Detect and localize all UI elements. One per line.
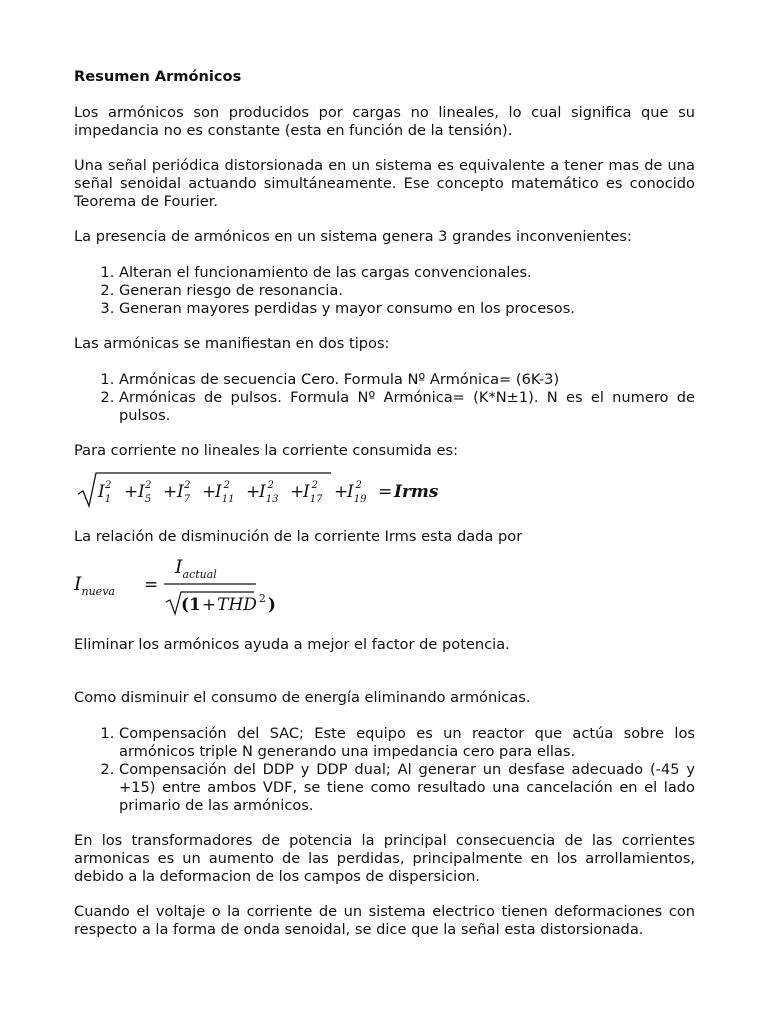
term-5: $I_52$ — [138, 480, 152, 505]
paragraph-inconvenients-intro: La presencia de armónicos en un sistema genera 3 grandes inconvenientes: — [74, 228, 632, 245]
list-item: 1. Alteran el funcionamiento de las cargas convencionales. — [119, 264, 695, 282]
plus-sign: + — [334, 482, 349, 502]
term-13: $I_{13}2$ — [259, 480, 279, 505]
term-7: $I_72$ — [177, 480, 191, 505]
list-item: 1. Armónicas de secuencia Cero. Formula Nº Armónica= (6K-3) — [119, 371, 695, 389]
list-inconvenients — [74, 264, 695, 318]
list-item: 1. Compensación del SAC; Este equipo es un reactor que actúa sobre los armónicos triple N generando una impedancia cero para ellas. — [119, 725, 695, 761]
term-index: 1 — [104, 494, 112, 505]
paragraph-nonlinear-current: Para corriente no lineales la corriente consumida es: — [74, 442, 458, 459]
term-19: $I_{19}2$ — [347, 480, 367, 505]
lhs: $I_{nueva}$ — [74, 573, 115, 598]
paragraph-types-intro: Las armónicas se manifiestan en dos tipos: — [74, 335, 390, 352]
list-compensation-methods — [74, 725, 695, 815]
list-item: 2. Armónicas de pulsos. Formula Nº Armónica= (K*N±1). N es el numero de pulsos. — [119, 389, 695, 425]
term-index: 5 — [144, 494, 152, 505]
list-harmonic-types — [74, 371, 695, 425]
term-index: 11 — [221, 494, 235, 505]
formula-irms-svg — [74, 470, 439, 510]
equals-sign: = — [144, 575, 159, 595]
term-index: 7 — [183, 494, 191, 505]
document-page — [74, 68, 695, 956]
numerator: $I_{actual}$ — [175, 556, 217, 581]
irms-result: Irms — [394, 482, 439, 502]
term-index: 19 — [353, 494, 367, 505]
paragraph-fourier: Una señal periódica distorsionada en un sistema es equivalente a tener mas de una señal senoidal actuando simultáneamente. Ese concepto matemático es conocido Teorema de Fourier. — [74, 157, 695, 210]
plus-sign: + — [163, 482, 178, 502]
paragraph-definition: Los armónicos son producidos por cargas no lineales, lo cual significa que su impedancia no es constante (esta en función de la tensión). — [74, 104, 695, 139]
term-index: 17 — [309, 494, 323, 505]
paragraph-transformers: En los transformadores de potencia la principal consecuencia de las corrientes armonicas es un aumento de las perdidas, principalmente en los arrollamientos, debido a la deformacion de los campos de dispersicion. — [74, 832, 695, 885]
plus-sign: + — [246, 482, 261, 502]
paragraph-distortion: Cuando el voltaje o la corriente de un sistema electrico tienen deformaciones con respecto a la forma de onda senoidal, se dice que la señal esta distorsionada. — [74, 903, 695, 938]
paragraph-reduction-intro: La relación de disminución de la corriente Irms esta dada por — [74, 528, 523, 545]
plus-sign: + — [290, 482, 305, 502]
term-1: $I_12$ — [98, 480, 112, 505]
formula-inueva-svg — [74, 554, 274, 616]
formula-terms — [97, 480, 439, 505]
formula-inueva-group — [73, 556, 276, 615]
term-11: $I_{11}2$ — [215, 480, 235, 505]
list-item: 3. Generan mayores perdidas y mayor consumo en los procesos. — [119, 300, 695, 318]
formula-irms — [74, 470, 695, 510]
equals-sign: = — [378, 482, 393, 502]
term-index: 13 — [265, 494, 279, 505]
term-17: $I_{17}2$ — [303, 480, 323, 505]
plus-sign: + — [124, 482, 139, 502]
formula-inueva — [74, 554, 695, 616]
plus-sign: + — [202, 482, 217, 502]
list-item: 2. Generan riesgo de resonancia. — [119, 282, 695, 300]
paragraph-power-factor: Eliminar los armónicos ayuda a mejor el factor de potencia. — [74, 636, 510, 653]
paragraph-reduce-consumption: Como disminuir el consumo de energía eliminando armónicas. — [74, 689, 531, 706]
list-item: 2. Compensación del DDP y DDP dual; Al generar un desfase adecuado (-45 y +15) entre ambos VDF, se tiene como resultado una cancelación en el lado primario de las armónicos. — [119, 761, 695, 815]
document-title: Resumen Armónicos — [74, 68, 242, 85]
denominator: (1+THD $^2$ ) — [181, 592, 276, 615]
